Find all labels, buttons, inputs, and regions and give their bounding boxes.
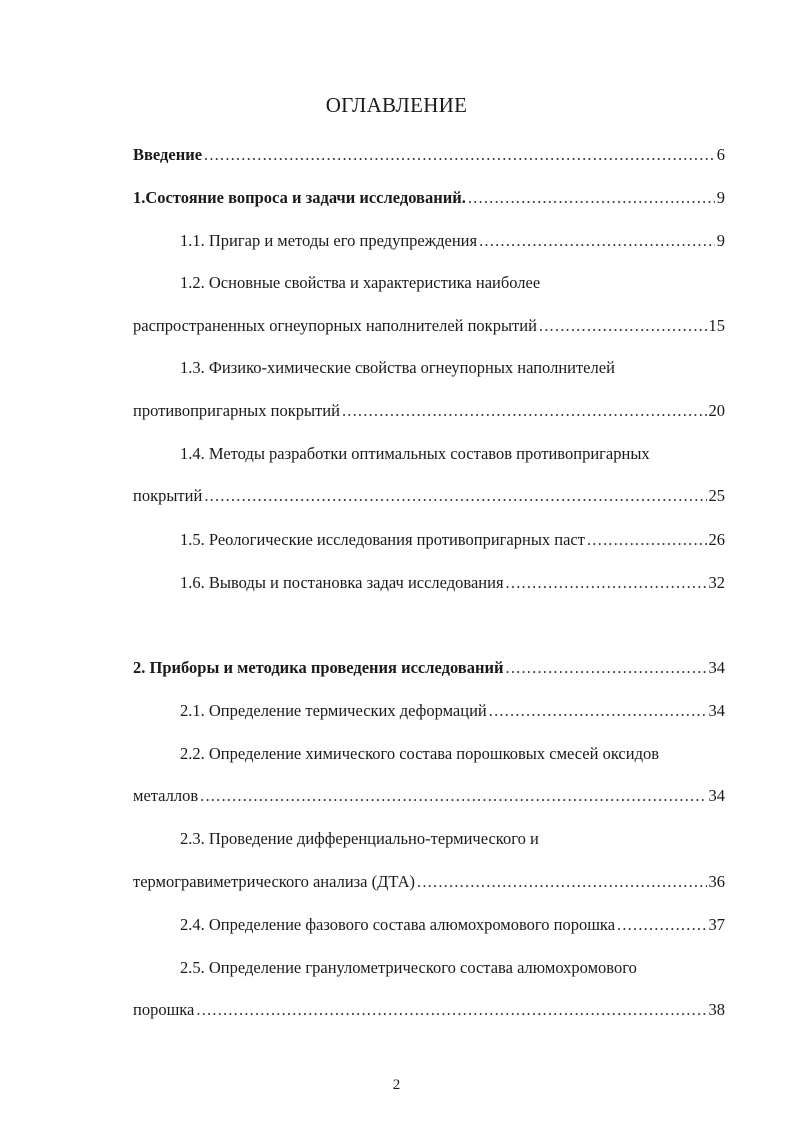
dot-leader xyxy=(587,528,707,552)
toc-entry-1-3-first-line[interactable]: 1.3. Физико-химические свойства огнеупорных наполнителей xyxy=(180,358,615,377)
toc-entry-1-1[interactable] xyxy=(180,229,725,253)
toc-entry-text: металлов xyxy=(133,786,199,805)
toc-page-number: 9 xyxy=(716,231,725,250)
toc-entry-2-5-first-line[interactable]: 2.5. Определение гранулометрического состава алюмохромового xyxy=(180,958,637,977)
toc-page-number: 36 xyxy=(708,872,725,891)
dot-leader xyxy=(342,399,707,423)
toc-page-number: 32 xyxy=(708,573,725,592)
toc-page-number: 6 xyxy=(716,145,725,164)
dot-leader xyxy=(539,314,707,338)
dot-leader xyxy=(479,229,715,253)
dot-leader xyxy=(204,484,706,508)
page-number: 2 xyxy=(392,1077,401,1093)
dot-leader xyxy=(417,870,706,894)
toc-entry-text: порошка xyxy=(133,1000,195,1019)
dot-leader xyxy=(200,784,706,808)
toc-page-number: 9 xyxy=(716,188,725,207)
toc-page-number: 34 xyxy=(708,701,725,720)
toc-page-number: 37 xyxy=(708,915,725,934)
toc-entry-text: 2.4. Определение фазового состава алюмохромового порошка xyxy=(180,915,616,934)
dot-leader xyxy=(468,186,715,210)
toc-entry-introduction[interactable] xyxy=(133,143,725,167)
toc-entry-1-2[interactable] xyxy=(133,314,725,338)
toc-entry-1-6[interactable] xyxy=(180,571,725,595)
toc-page-number: 15 xyxy=(708,316,725,335)
toc-entry-1-5[interactable] xyxy=(180,528,725,552)
toc-entry-2-3[interactable] xyxy=(133,870,725,894)
toc-entry-text: 1.1. Пригар и методы его предупреждения xyxy=(180,231,478,250)
dot-leader xyxy=(489,699,707,723)
toc-entry-text: покрытий xyxy=(133,486,203,505)
page-title: ОГЛАВЛЕНИЕ xyxy=(325,93,468,117)
toc-entry-2-4[interactable] xyxy=(180,913,725,937)
toc-page-number: 25 xyxy=(708,486,725,505)
toc-entry-chapter-2[interactable] xyxy=(133,656,725,680)
toc-page-number: 26 xyxy=(708,530,725,549)
toc-page-number: 38 xyxy=(708,1000,725,1019)
dot-leader xyxy=(506,656,707,680)
toc-page-number: 34 xyxy=(708,786,725,805)
toc-entry-2-2[interactable] xyxy=(133,784,725,808)
toc-entry-2-3-first-line[interactable]: 2.3. Проведение дифференциально-термического и xyxy=(180,829,539,848)
toc-entry-chapter-1[interactable] xyxy=(133,186,725,210)
toc-entry-2-5[interactable] xyxy=(133,998,725,1022)
toc-entry-text: 1.5. Реологические исследования противопригарных паст xyxy=(180,530,585,549)
toc-entry-2-1[interactable] xyxy=(180,699,725,723)
toc-entry-text: 1.Состояние вопроса и задачи исследований. xyxy=(133,188,466,207)
toc-entry-1-3[interactable] xyxy=(133,399,725,423)
toc-entry-text: распространенных огнеупорных наполнителей покрытий xyxy=(133,316,537,335)
dot-leader xyxy=(204,143,715,167)
toc-entry-text: 2.1. Определение термических деформаций xyxy=(180,701,487,720)
toc-page-number: 20 xyxy=(708,401,725,420)
toc-entry-1-4[interactable] xyxy=(133,484,725,508)
dot-leader xyxy=(617,913,706,937)
toc-entry-1-4-first-line[interactable]: 1.4. Методы разработки оптимальных составов противопригарных xyxy=(180,444,650,463)
toc-entry-2-2-first-line[interactable]: 2.2. Определение химического состава порошковых смесей оксидов xyxy=(180,744,660,763)
toc-entry-1-2-first-line[interactable]: 1.2. Основные свойства и характеристика наиболее xyxy=(180,273,541,292)
toc-entry-text: 1.6. Выводы и постановка задач исследования xyxy=(180,573,504,592)
toc-entry-text: термогравиметрического анализа (ДТА) xyxy=(133,872,416,891)
toc-page-number: 34 xyxy=(708,658,725,677)
toc-entry-text: противопригарных покрытий xyxy=(133,401,340,420)
toc-entry-text: 2. Приборы и методика проведения исследований xyxy=(133,658,504,677)
toc-entry-text: Введение xyxy=(133,145,203,164)
dot-leader xyxy=(196,998,706,1022)
dot-leader xyxy=(506,571,707,595)
